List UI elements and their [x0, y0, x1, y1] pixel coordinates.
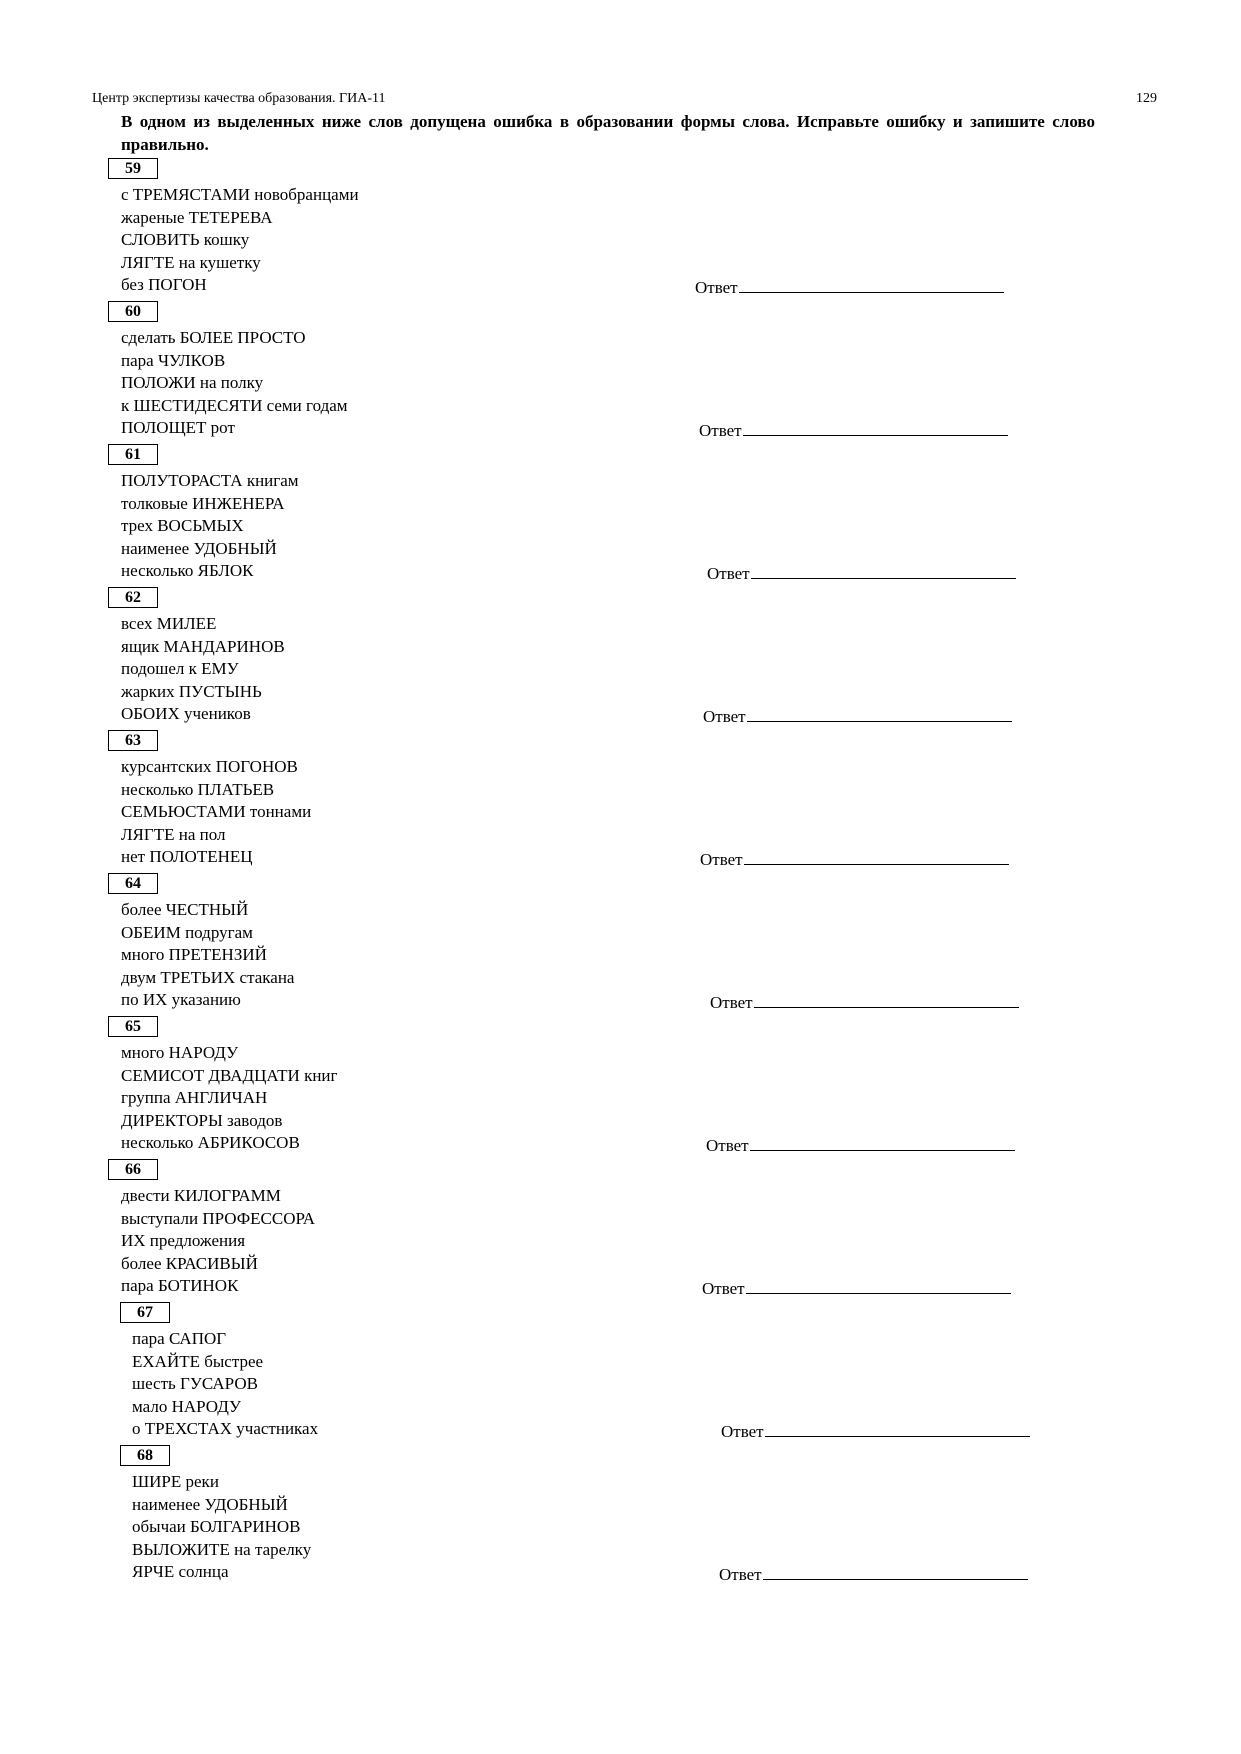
answer-label: Ответ [710, 993, 753, 1012]
word-list [121, 327, 348, 440]
task-number-box: 68 [120, 1445, 170, 1466]
word-list [121, 613, 285, 726]
word-item: несколько АБРИКОСОВ [121, 1133, 300, 1153]
answer-row [707, 561, 1016, 585]
answer-row [721, 1419, 1030, 1443]
word-list [132, 1471, 311, 1584]
answer-row [702, 1276, 1011, 1300]
word-item: жареные ТЕТЕРЕВА [121, 207, 273, 227]
word-item: без ПОГОН [121, 275, 207, 295]
answer-row [695, 275, 1004, 299]
word-item: более ЧЕСТНЫЙ [121, 900, 249, 919]
task-number-box: 65 [108, 1016, 158, 1037]
word-item: всех МИЛЕЕ [121, 614, 217, 633]
task-number-box: 63 [108, 730, 158, 751]
word-item: сделать БОЛЕЕ ПРОСТО [121, 328, 306, 347]
word-item: выступали ПРОФЕССОРА [121, 1208, 316, 1228]
word-list [121, 1185, 315, 1298]
word-item: пара САПОГ [132, 1329, 227, 1348]
answer-label: Ответ [702, 1279, 745, 1298]
answer-row [703, 704, 1012, 728]
word-list [132, 1328, 318, 1441]
word-item: пара ЧУЛКОВ [121, 350, 226, 370]
word-item: двести КИЛОГРАММ [121, 1186, 281, 1205]
word-item: ЛЯГТЕ на пол [121, 824, 226, 844]
word-item: ПОЛУТОРАСТА книгам [121, 471, 299, 490]
word-item: ПОЛОЩЕТ рот [121, 418, 235, 438]
task-number-box: 61 [108, 444, 158, 465]
word-item: обычаи БОЛГАРИНОВ [132, 1517, 301, 1537]
answer-blank-line[interactable] [750, 1133, 1015, 1151]
word-list [121, 756, 311, 869]
word-item: более КРАСИВЫЙ [121, 1253, 258, 1273]
word-list [121, 184, 359, 297]
answer-blank-line[interactable] [744, 847, 1009, 865]
task-65 [0, 1016, 1241, 1159]
word-item: двум ТРЕТЬИХ стакана [121, 967, 295, 987]
document-header: Центр экспертизы качества образования. ГИА-11 [92, 91, 386, 106]
task-59 [0, 158, 1241, 301]
word-list [121, 470, 299, 583]
answer-row [700, 847, 1009, 871]
word-item: трех ВОСЬМЫХ [121, 516, 244, 536]
word-item: наименее УДОБНЫЙ [132, 1494, 288, 1514]
word-item: жарких ПУСТЫНЬ [121, 681, 262, 701]
word-item: ОБЕИМ подругам [121, 922, 253, 942]
word-item: с ТРЕМЯСТАМИ новобранцами [121, 185, 359, 204]
answer-blank-line[interactable] [743, 418, 1008, 436]
word-item: ОБОИХ учеников [121, 704, 251, 724]
task-68 [0, 1445, 1241, 1588]
word-item: СЕМЬЮСТАМИ тоннами [121, 802, 312, 822]
answer-row [706, 1133, 1015, 1157]
word-item: мало НАРОДУ [132, 1396, 242, 1416]
word-item: толковые ИНЖЕНЕРА [121, 493, 285, 513]
word-item: пара БОТИНОК [121, 1276, 239, 1296]
answer-label: Ответ [695, 278, 738, 297]
word-list [121, 899, 294, 1012]
word-item: группа АНГЛИЧАН [121, 1088, 268, 1108]
word-item: несколько ЯБЛОК [121, 561, 254, 581]
word-item: подошел к ЕМУ [121, 659, 239, 679]
answer-blank-line[interactable] [747, 704, 1012, 722]
word-item: ящик МАНДАРИНОВ [121, 636, 285, 656]
word-item: ЛЯГТЕ на кушетку [121, 252, 261, 272]
answer-blank-line[interactable] [765, 1419, 1030, 1437]
word-item: нет ПОЛОТЕНЕЦ [121, 847, 253, 867]
answer-row [699, 418, 1008, 442]
task-instruction: В одном из выделенных ниже слов допущена ошибка в образовании формы слова. Исправьте ошибку и запишите слово правильно. [121, 112, 1095, 154]
word-item: много ПРЕТЕНЗИЙ [121, 945, 267, 965]
task-number-box: 64 [108, 873, 158, 894]
word-item: ШИРЕ реки [132, 1472, 219, 1491]
task-number-box: 60 [108, 301, 158, 322]
word-item: много НАРОДУ [121, 1043, 239, 1062]
word-item: курсантских ПОГОНОВ [121, 757, 298, 776]
word-item: СЕМИСОТ ДВАДЦАТИ книг [121, 1065, 338, 1085]
word-item: СЛОВИТЬ кошку [121, 230, 250, 250]
task-number-box: 67 [120, 1302, 170, 1323]
answer-blank-line[interactable] [754, 990, 1019, 1008]
word-item: ВЫЛОЖИТЕ на тарелку [132, 1539, 312, 1559]
task-64 [0, 873, 1241, 1016]
task-number-box: 59 [108, 158, 158, 179]
page-number: 129 [1136, 91, 1157, 106]
task-66 [0, 1159, 1241, 1302]
word-item: ПОЛОЖИ на полку [121, 373, 264, 393]
task-number-box: 62 [108, 587, 158, 608]
answer-label: Ответ [703, 707, 746, 726]
word-item: несколько ПЛАТЬЕВ [121, 779, 275, 799]
word-item: ИХ предложения [121, 1231, 246, 1251]
word-item: ЯРЧЕ солнца [132, 1562, 229, 1582]
task-63 [0, 730, 1241, 873]
answer-label: Ответ [699, 421, 742, 440]
answer-label: Ответ [721, 1422, 764, 1441]
word-item: к ШЕСТИДЕСЯТИ семи годам [121, 395, 348, 415]
word-item: наименее УДОБНЫЙ [121, 538, 277, 558]
answer-label: Ответ [706, 1136, 749, 1155]
task-number-box: 66 [108, 1159, 158, 1180]
answer-label: Ответ [707, 564, 750, 583]
word-list [121, 1042, 338, 1155]
answer-blank-line[interactable] [746, 1276, 1011, 1294]
answer-label: Ответ [700, 850, 743, 869]
word-item: шесть ГУСАРОВ [132, 1374, 258, 1394]
answer-blank-line[interactable] [739, 275, 1004, 293]
answer-label: Ответ [719, 1565, 762, 1584]
task-67 [0, 1302, 1241, 1445]
word-item: по ИХ указанию [121, 990, 241, 1010]
answer-row [710, 990, 1019, 1014]
answer-row [719, 1562, 1028, 1586]
answer-blank-line[interactable] [763, 1562, 1028, 1580]
task-61 [0, 444, 1241, 587]
task-62 [0, 587, 1241, 730]
word-item: ДИРЕКТОРЫ заводов [121, 1110, 283, 1130]
answer-blank-line[interactable] [751, 561, 1016, 579]
word-item: ЕХАЙТЕ быстрее [132, 1351, 264, 1371]
word-item: о ТРЕХСТАХ участниках [132, 1419, 319, 1439]
task-60 [0, 301, 1241, 444]
